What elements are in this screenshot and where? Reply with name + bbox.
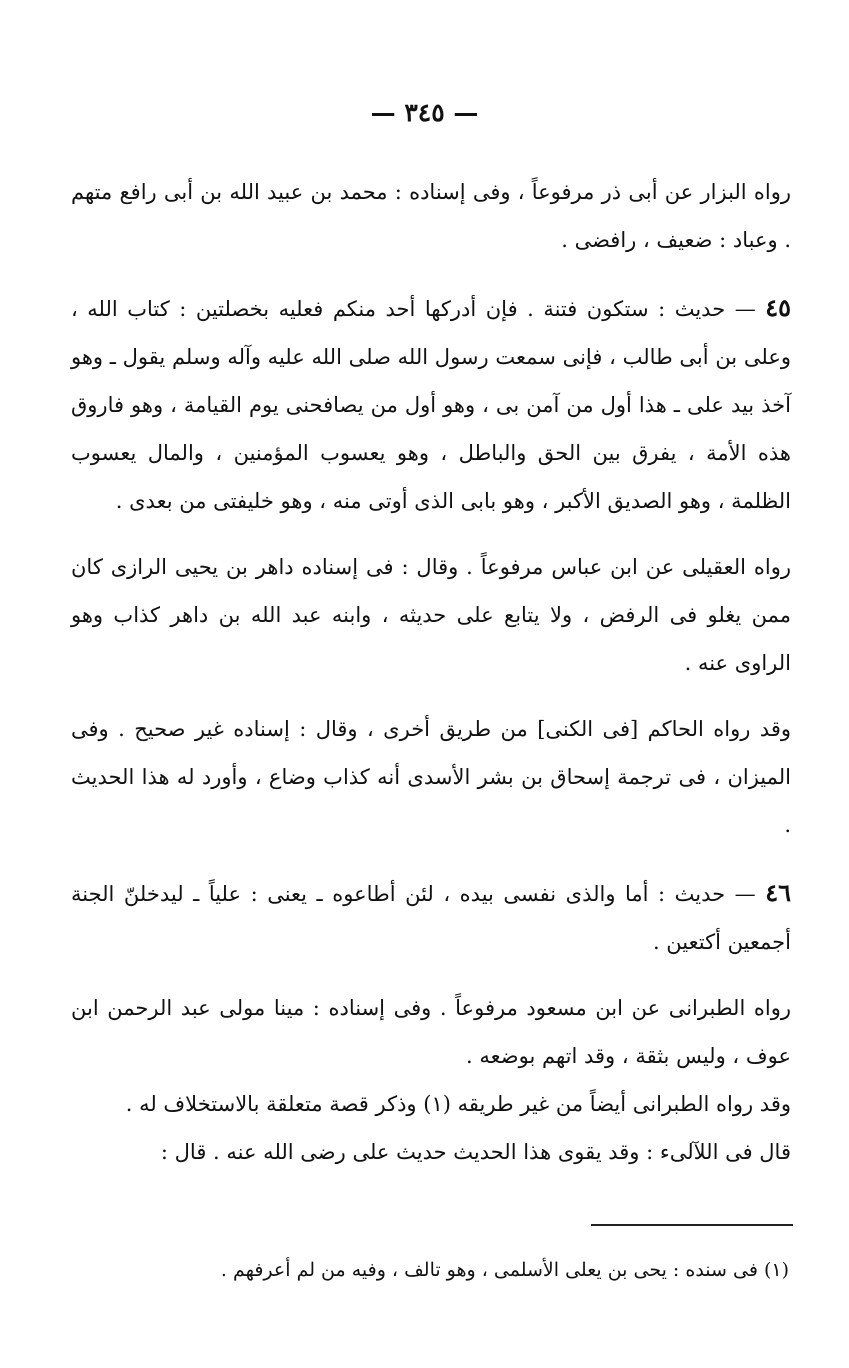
- paragraph-6: رواه الطبرانى عن ابن مسعود مرفوعاً . وفى إسناده : مينا مولى عبد الرحمن ابن عوف ، وليس بثقة ، وقد اتهم بوضعه .: [71, 996, 791, 1068]
- paragraph-7: وقد رواه الطبرانى أيضاً من غير طريقه (١) وذكر قصة متعلقة بالاستخلاف له .: [125, 1092, 791, 1116]
- footnote: (١) فى سنده : يحى بن يعلى الأسلمى ، وهو تالف ، وفيه من لم أعرفهم .: [220, 1259, 789, 1281]
- page-number: — ٣٤٥ —: [370, 98, 479, 127]
- paragraph-3: رواه العقيلى عن ابن عباس مرفوعاً . وقال : فى إسناده داهر بن يحيى الرازى كان ممن يغلو فى الرفض ، ولا يتابع على حديثه ، وابنه عبد الله بن داهر كذاب وهو الراوى عنه .: [71, 555, 791, 675]
- main-text: [71, 168, 791, 1176]
- hadith-46: ٤٦ — حديث : أما والذى نفسى بيده ، لئن أطاعوه ـ يعنى : علياً ـ ليدخلنّ الجنة أجمعين أكتعين .: [71, 878, 791, 954]
- footnote-divider: [591, 1224, 793, 1226]
- paragraph-1: رواه البزار عن أبى ذر مرفوعاً ، وفى إسناده : محمد بن عبيد الله بن أبى رافع متهم . وعباد : ضعيف ، رافضى .: [71, 180, 791, 252]
- paragraph-4: وقد رواه الحاكم [فى الكنى] من طريق أخرى ، وقال : إسناده غير صحيح . وفى الميزان ، فى ترجمة إسحاق بن بشر الأسدى أنه كذاب وضاع ، وأورد له هذا الحديث .: [71, 717, 791, 837]
- hadith-number: ٤٥: [765, 293, 791, 322]
- hadith-number: ٤٦: [765, 878, 791, 907]
- hadith-45: ٤٥ — حديث : ستكون فتنة . فإن أدركها أحد منكم فعليه بخصلتين : كتاب الله ، وعلى بن أبى طالب ، فإنى سمعت رسول الله صلى الله عليه وآله وسلم يقول ـ وهو آخذ بيد على ـ هذا أول من آمن بى ، وهو أول من يصافحنى يوم القيامة ، وهو فاروق هذه الأمة ، يفرق بين الحق والباطل ، وهو يعسوب المؤمنين ، والمال يعسوب الظلمة ، وهو الصديق الأكبر ، وهو بابى الذى أوتى منه ، وهو خليفتى من بعدى .: [71, 293, 791, 513]
- paragraph-8: قال فى اللآلىء : وقد يقوى هذا الحديث حديث على رضى الله عنه . قال :: [160, 1140, 791, 1164]
